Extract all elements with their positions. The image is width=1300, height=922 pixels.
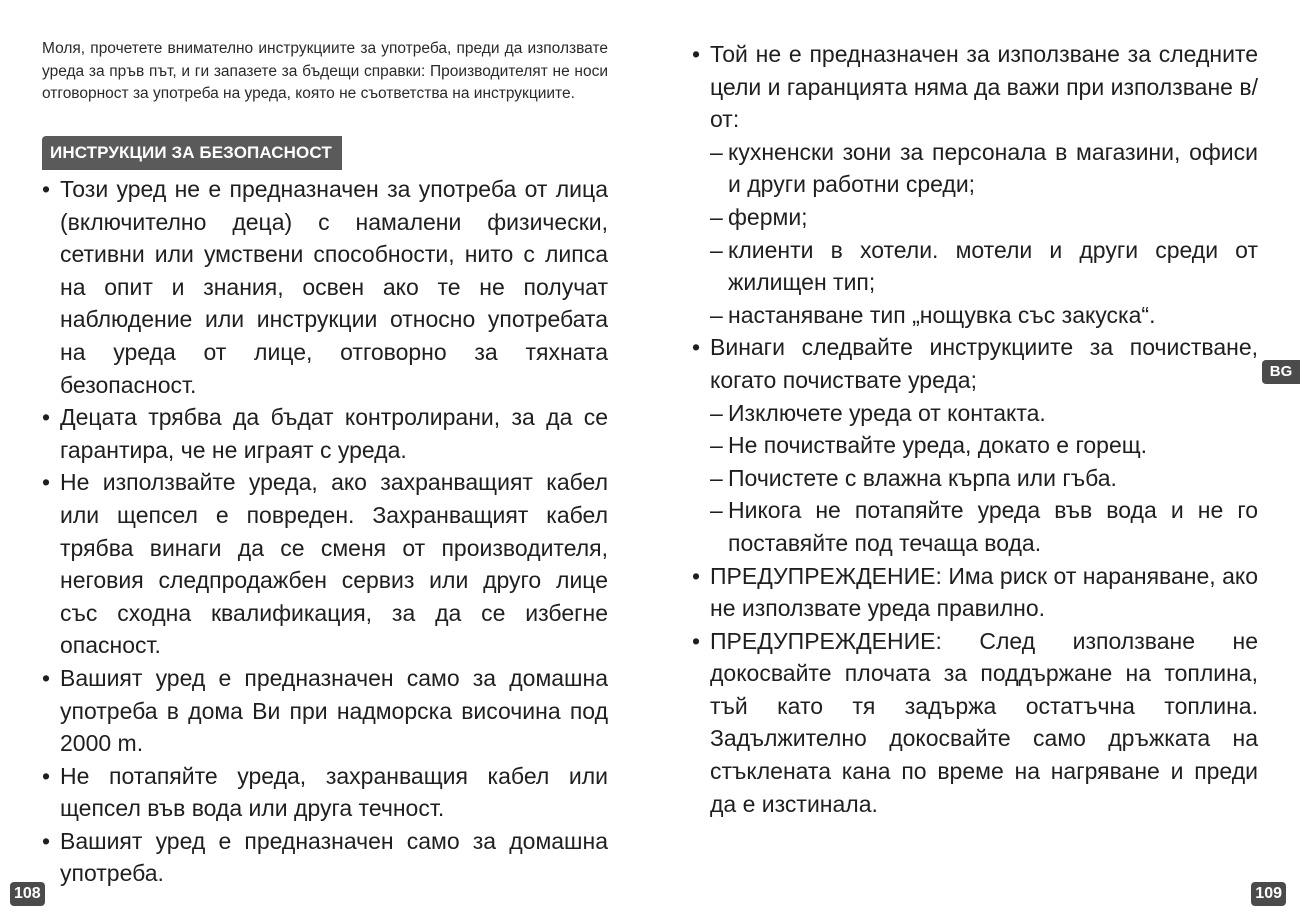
- page-number-left: 108: [10, 882, 45, 906]
- list-item-text: Винаги следвайте инструкциите за почистване, когато почиствате уреда;: [710, 334, 1258, 393]
- list-item: • Този уред не е предназначен за употреба от лица (включително деца) с намалени физически, сетивни или умствени способности, нито с липса на опит и знания, освен ако те не получат наблюдение или инструкции относно употребата на уреда от лице, отговорно за тяхната безопасност.: [42, 173, 608, 401]
- list-item: [692, 38, 1258, 331]
- sub-list-item: – Почистете с влажна кърпа или гъба.: [710, 462, 1258, 495]
- sub-list-item: – Не почиствайте уреда, докато е горещ.: [710, 429, 1258, 462]
- list-item: • Не използвайте уреда, ако захранващият кабел или щепсел е повреден. Захранващият кабел трябва винаги да се сменя от производителя, неговия следпродажбен сервиз или друго лице със сходна квалификация, за да се избегне опасност.: [42, 466, 608, 662]
- list-item: • Не потапяйте уреда, захранващия кабел или щепсел във вода или друга течност.: [42, 760, 608, 825]
- list-item: • Децата трябва да бъдат контролирани, за да се гарантира, че не играят с уреда.: [42, 401, 608, 466]
- sub-list-item: – ферми;: [710, 201, 1258, 234]
- list-item-text: Той не е предназначен за използване за следните цели и гаранцията няма да важи при използване в/от:: [710, 41, 1258, 133]
- language-tab: BG: [1262, 360, 1300, 384]
- page-number-right: 109: [1251, 882, 1286, 906]
- intro-text: Моля, прочетете внимателно инструкциите за употреба, преди да използвате уреда за пръв път, и ги запазете за бъдещи справки: Производителят не носи отговорност за употреба на уреда, която не съответства на инструкциите.: [42, 40, 608, 103]
- list-item: [692, 331, 1258, 559]
- safety-list-right: [692, 38, 1258, 820]
- cleaning-steps-list: [710, 397, 1258, 560]
- safety-list-left: [42, 173, 608, 890]
- sub-list-item: – Изключете уреда от контакта.: [710, 397, 1258, 430]
- sub-list-item: – кухненски зони за персонала в магазини, офиси и други работни среди;: [710, 136, 1258, 201]
- list-item: • Вашият уред е предназначен само за домашна употреба в дома Ви при надморска височина под 2000 m.: [42, 662, 608, 760]
- list-item: • ПРЕДУПРЕЖДЕНИЕ: Има риск от нараняване, ако не използвате уреда правилно.: [692, 560, 1258, 625]
- sub-list-item: – клиенти в хотели. мотели и други среди от жилищен тип;: [710, 234, 1258, 299]
- intro-paragraph: [42, 38, 608, 106]
- section-heading: ИНСТРУКЦИИ ЗА БЕЗОПАСНОСТ: [42, 136, 342, 170]
- list-item: • ПРЕДУПРЕЖДЕНИЕ: След използване не докосвайте плочата за поддържане на топлина, тъй като тя задържа остатъчна топлина. Задължително докосвайте само дръжката на стъклената кана по време на нагряване и преди да е изстинала.: [692, 625, 1258, 821]
- right-page: [650, 0, 1300, 922]
- list-item: • Вашият уред е предназначен само за домашна употреба.: [42, 825, 608, 890]
- sub-list-item: – настаняване тип „нощувка със закуска“.: [710, 299, 1258, 332]
- usage-exclusions-list: [710, 136, 1258, 332]
- sub-list-item: – Никога не потапяйте уреда във вода и не го поставяйте под течаща вода.: [710, 494, 1258, 559]
